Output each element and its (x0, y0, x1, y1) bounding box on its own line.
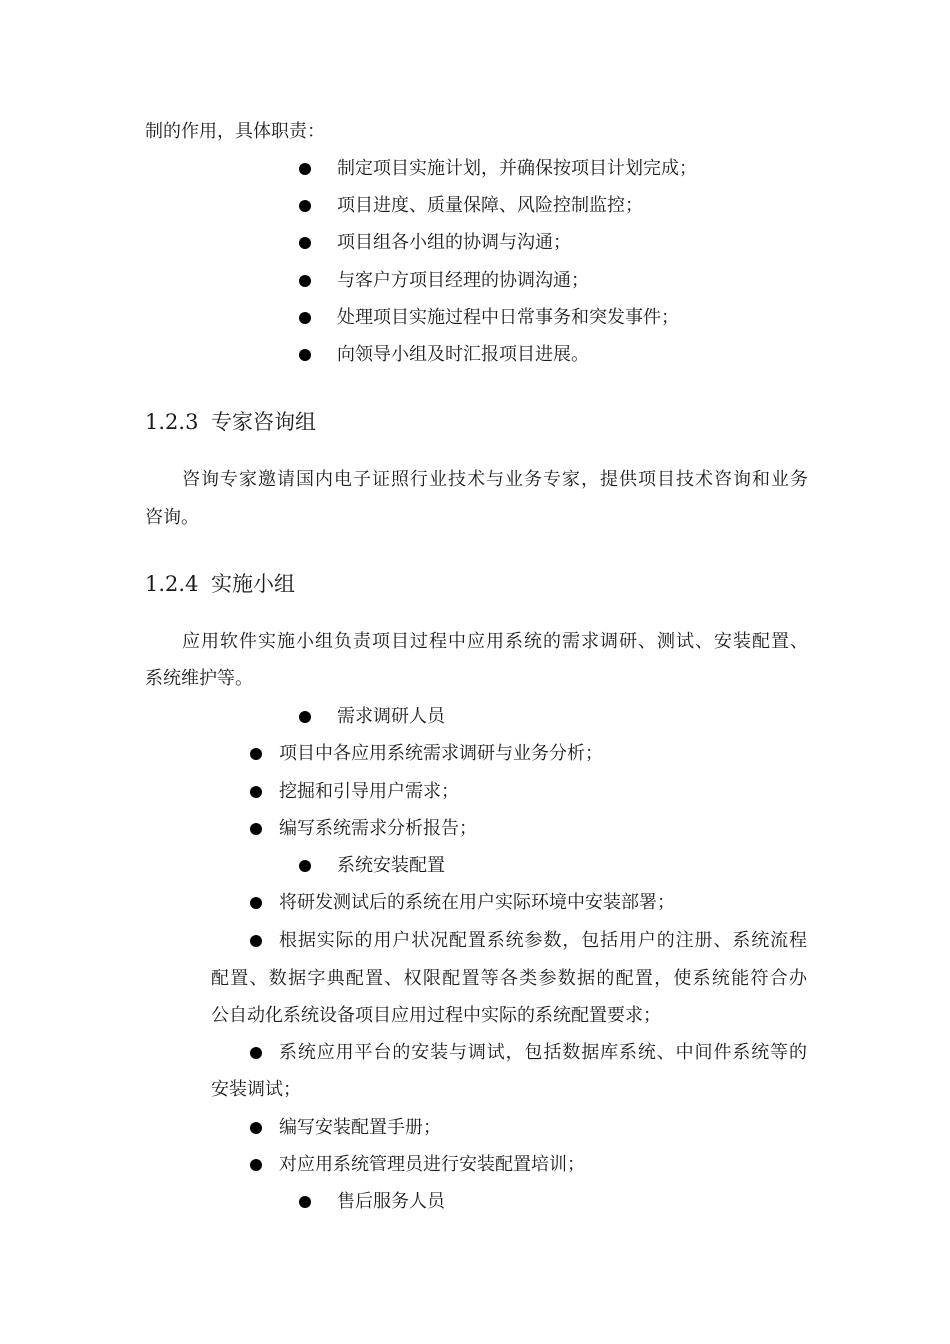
paragraph-line: 系统维护等。 (145, 668, 253, 689)
bullet-icon (299, 860, 311, 872)
list-item: 项目中各应用系统需求调研与业务分析； (279, 743, 603, 764)
bullet-icon (250, 823, 262, 835)
list-item: 编写系统需求分析报告； (279, 818, 477, 839)
role-heading: 系统安装配置 (337, 855, 445, 876)
bullet-icon (299, 349, 311, 361)
section-number: 1.2.4 (145, 572, 199, 596)
bullet-icon (250, 897, 262, 909)
section-heading-124 (145, 570, 295, 598)
intro-text: 制的作用，具体职责： (145, 121, 325, 142)
list-item: 挖掘和引导用户需求； (279, 781, 459, 802)
list-item-continuation: 配置、数据字典配置、权限配置等各类参数据的配置，使系统能符合办 (211, 968, 807, 989)
list-item: 根据实际的用户状况配置系统参数，包括用户的注册、系统流程 (279, 930, 807, 951)
list-item-continuation: 安装调试； (211, 1079, 301, 1100)
bullet-icon (250, 935, 262, 947)
bullet-icon (299, 237, 311, 249)
section-heading-123 (145, 408, 316, 436)
bullet-icon (250, 1159, 262, 1171)
list-item: 处理项目实施过程中日常事务和突发事件； (337, 307, 679, 328)
list-item: 系统应用平台的安装与调试，包括数据库系统、中间件系统等的 (279, 1042, 807, 1063)
list-item: 项目组各小组的协调与沟通； (337, 232, 571, 253)
list-item: 对应用系统管理员进行安装配置培训； (279, 1154, 585, 1175)
list-item-continuation: 公自动化系统设备项目应用过程中实际的系统配置要求； (211, 1005, 661, 1026)
paragraph-line: 咨询专家邀请国内电子证照行业技术与业务专家，提供项目技术咨询和业务 (182, 469, 808, 490)
list-item: 将研发测试后的系统在用户实际环境中安装部署； (279, 892, 675, 913)
list-item: 制定项目实施计划，并确保按项目计划完成； (337, 158, 697, 179)
role-heading: 需求调研人员 (337, 706, 445, 727)
list-item: 编写安装配置手册； (279, 1117, 441, 1138)
bullet-icon (250, 1047, 262, 1059)
bullet-icon (299, 200, 311, 212)
paragraph-line: 应用软件实施小组负责项目过程中应用系统的需求调研、测试、安装配置、 (182, 631, 808, 652)
role-heading: 售后服务人员 (337, 1191, 445, 1212)
bullet-icon (299, 1196, 311, 1208)
bullet-icon (299, 163, 311, 175)
section-title: 专家咨询组 (211, 410, 316, 434)
bullet-icon (250, 786, 262, 798)
section-title: 实施小组 (211, 572, 295, 596)
bullet-icon (299, 312, 311, 324)
bullet-icon (250, 1122, 262, 1134)
paragraph-line: 咨询。 (145, 507, 199, 528)
list-item: 项目进度、质量保障、风险控制监控； (337, 195, 643, 216)
bullet-icon (250, 748, 262, 760)
bullet-icon (299, 275, 311, 287)
bullet-icon (299, 711, 311, 723)
section-number: 1.2.3 (145, 410, 199, 434)
list-item: 向领导小组及时汇报项目进展。 (337, 344, 589, 365)
list-item: 与客户方项目经理的协调沟通； (337, 270, 589, 291)
